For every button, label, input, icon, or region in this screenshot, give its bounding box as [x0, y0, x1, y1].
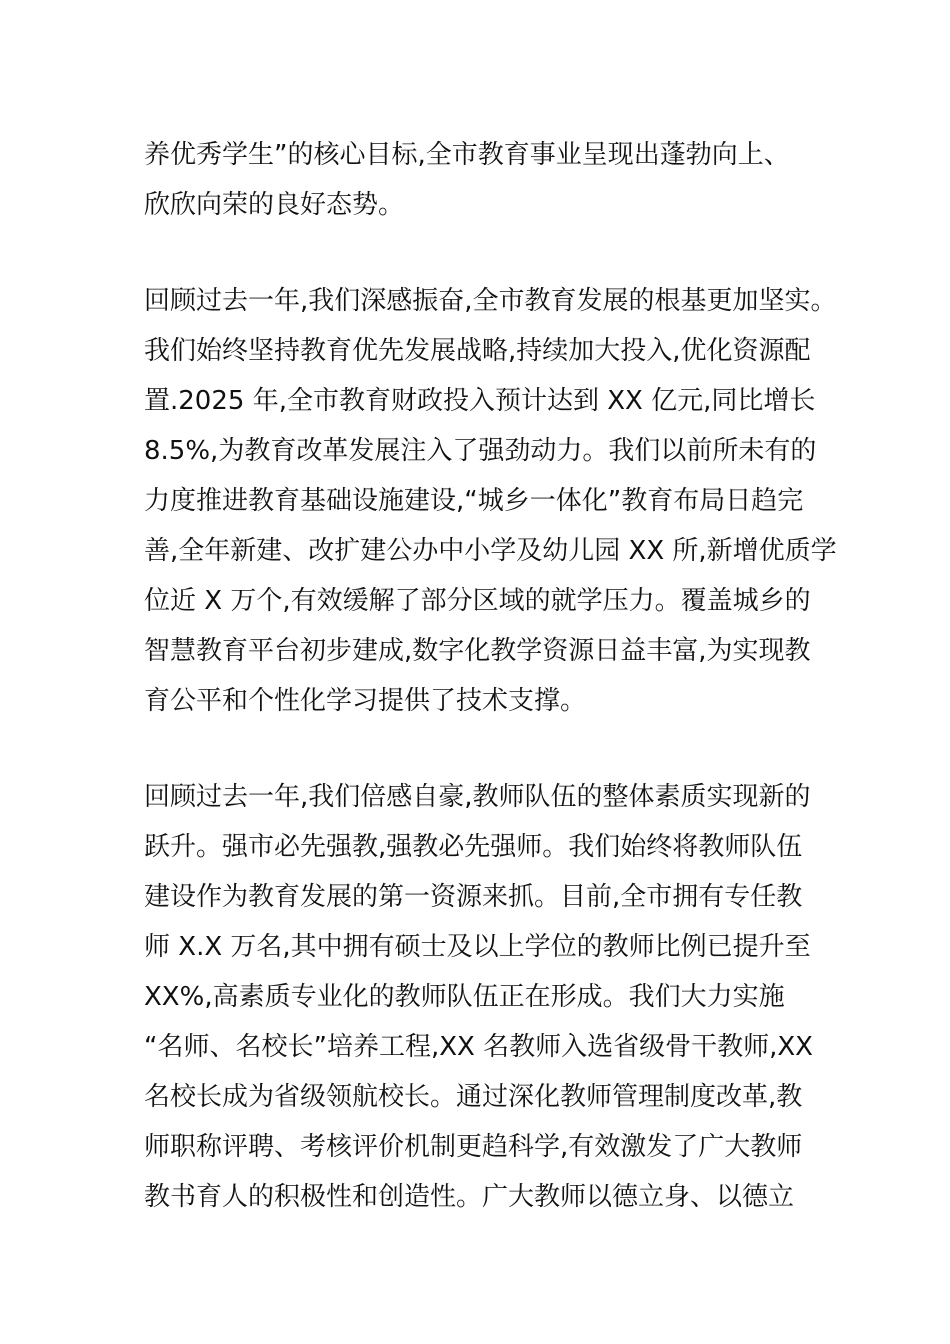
text-line: XX%,高素质专业化的教师队伍正在形成。我们大力实施	[144, 982, 785, 1012]
text-line: 我们始终坚持教育优先发展战略,持续加大投入,优化资源配	[144, 336, 811, 366]
paragraph-2	[144, 276, 837, 726]
paragraph-3	[144, 772, 824, 1222]
text-line: 养优秀学生”的核心目标,全市教育事业呈现出蓬勃向上、	[144, 140, 790, 170]
text-line: 善,全年新建、改扩建公办中小学及幼儿园 XX 所,新增优质学	[144, 536, 837, 566]
text-line: 8.5%,为教育改革发展注入了强劲动力。我们以前所未有的	[144, 436, 817, 466]
text-line: 位近 X 万个,有效缓解了部分区域的就学压力。覆盖城乡的	[144, 586, 811, 616]
text-line: 回顾过去一年,我们倍感自豪,教师队伍的整体素质实现新的	[144, 782, 811, 812]
text-line: 力度推进教育基础设施建设,“城乡一体化”教育布局日趋完	[144, 486, 804, 516]
text-line: 跃升。强市必先强教,强教必先强师。我们始终将教师队伍	[144, 832, 803, 862]
text-line: 智慧教育平台初步建成,数字化教学资源日益丰富,为实现教	[144, 636, 811, 666]
text-line: 欣欣向荣的良好态势。	[144, 190, 405, 220]
text-line: 育公平和个性化学习提供了技术支撑。	[144, 686, 587, 716]
text-line: 回顾过去一年,我们深感振奋,全市教育发展的根基更加坚实。	[144, 286, 837, 316]
paragraph-1	[144, 130, 824, 230]
text-line: 名校长成为省级领航校长。通过深化教师管理制度改革,教	[144, 1082, 803, 1112]
text-line: 教书育人的积极性和创造性。广大教师以德立身、以德立	[144, 1182, 795, 1212]
text-line: “名师、名校长”培养工程,XX 名教师入选省级骨干教师,XX	[144, 1032, 813, 1062]
text-line: 置.2025 年,全市教育财政投入预计达到 XX 亿元,同比增长	[144, 386, 816, 416]
text-line: 建设作为教育发展的第一资源来抓。目前,全市拥有专任教	[144, 882, 803, 912]
text-line: 师 X.X 万名,其中拥有硕士及以上学位的教师比例已提升至	[144, 932, 811, 962]
text-line: 师职称评聘、考核评价机制更趋科学,有效激发了广大教师	[144, 1132, 803, 1162]
